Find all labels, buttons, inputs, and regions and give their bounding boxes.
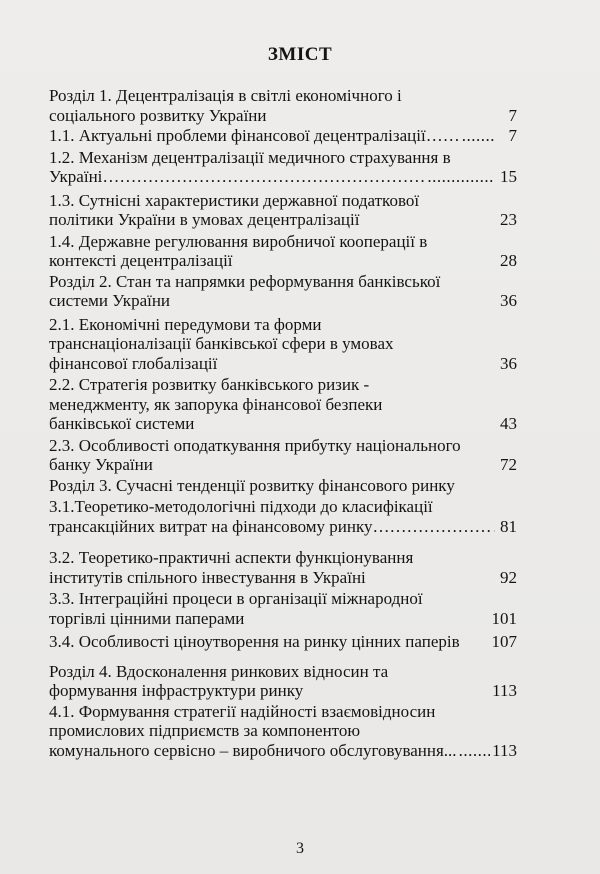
- toc-entry-line: менеджменту, як запорука фінансової безпеки: [49, 394, 383, 414]
- table-of-contents: [49, 86, 517, 761]
- toc-entry-page: 72: [500, 455, 517, 474]
- toc-entry-line: транснаціоналізації банківської сфери в умовах: [49, 334, 394, 353]
- toc-entry-page: 7: [508, 126, 517, 145]
- toc-entry-last-line: [49, 251, 517, 271]
- toc-entry-page: 7: [508, 105, 517, 125]
- toc-entry-text: фінансової глобалізації: [49, 353, 218, 373]
- toc-entry-last-line: [49, 568, 517, 588]
- toc-entry-last-line: [49, 741, 517, 761]
- toc-entry: [49, 548, 517, 587]
- toc-entry-page: 28: [500, 251, 517, 270]
- dot-leader: [462, 126, 495, 146]
- toc-entry-text: Розділ 3. Сучасні тенденції розвитку фінансового ринку: [49, 475, 455, 495]
- toc-entry-line: Розділ 1. Децентралізація в світлі економічного і: [49, 86, 402, 105]
- page-number: 3: [296, 840, 304, 857]
- toc-entry-page: 81: [500, 516, 517, 536]
- toc-entry: [49, 272, 517, 311]
- toc-entry: [49, 662, 517, 701]
- toc-entry-last-line: [49, 354, 517, 374]
- toc-entry-last-line: [49, 210, 517, 230]
- toc-entry-line: 3.1.Теоретико-методологічні підходи до класифікації: [49, 497, 433, 516]
- toc-entry-last-line: [49, 609, 517, 629]
- toc-entry-last-line: [49, 167, 517, 187]
- toc-entry-text: формування інфраструктури ринку: [49, 681, 304, 700]
- toc-entry-line: 3.2. Теоретико-практичні аспекти функціонування: [49, 548, 414, 567]
- toc-entry-text: політики України в умовах децентралізації: [49, 210, 360, 229]
- toc-entry-line: 4.1. Формування стратегії надійності взаємовідносин: [49, 701, 436, 721]
- toc-entry-line: 3.3. Інтеграційні процеси в організації міжнародної: [49, 589, 423, 608]
- toc-entry-line: 2.1. Економічні передумови та форми: [49, 314, 322, 334]
- toc-entry-line: 1.3. Сутнісні характеристики державної податкової: [49, 190, 420, 210]
- toc-entry: [49, 476, 517, 496]
- toc-entry: [49, 436, 517, 475]
- toc-entry-line: 2.3. Особливості оподаткування прибутку національного: [49, 435, 461, 455]
- toc-entry-last-line: [49, 517, 517, 537]
- toc-entry-last-line: [49, 681, 517, 701]
- toc-entry-page: 107: [491, 632, 517, 651]
- toc-entry-page: 15: [500, 167, 517, 186]
- toc-entry-text: 1.1. Актуальні проблеми фінансової децентралізації……: [49, 126, 460, 145]
- toc-entry: [49, 86, 517, 125]
- toc-entry-line: Розділ 4. Вдосконалення ринкових відносин та: [49, 661, 389, 681]
- toc-entry-line: промислових підприємств за компонентою: [49, 721, 361, 740]
- toc-entry-last-line: [49, 106, 517, 126]
- toc-entry-last-line: [49, 126, 517, 146]
- toc-entry-line: 2.2. Стратегія розвитку банківського ризик -: [49, 375, 370, 394]
- toc-entry-text: інститутів спільного інвестування в Україні: [49, 567, 366, 587]
- toc-entry-text: Україні…………………………………………………: [49, 167, 426, 186]
- toc-entry-page: 36: [500, 291, 517, 310]
- toc-entry-line: 1.2. Механізм децентралізації медичного страхування в: [49, 147, 451, 167]
- toc-entry-last-line: [49, 476, 517, 496]
- toc-entry-text: банківської системи: [49, 414, 195, 433]
- toc-entry: [49, 375, 517, 434]
- toc-entry-page: 113: [492, 681, 517, 700]
- toc-entry-page: 92: [500, 567, 517, 587]
- toc-entry-last-line: [49, 291, 517, 311]
- toc-entry: [49, 497, 517, 536]
- toc-entry-page: 113: [492, 740, 517, 760]
- toc-entry: [49, 191, 517, 230]
- toc-entry-text: системи України: [49, 291, 171, 310]
- toc-entry-text: банку України: [49, 455, 153, 474]
- dot-leader: [493, 517, 495, 537]
- toc-title: ЗМІСТ: [267, 44, 333, 65]
- toc-entry: [49, 632, 517, 652]
- dot-leader: [459, 741, 491, 761]
- toc-entry-text: контексті децентралізації: [49, 251, 233, 270]
- toc-entry-text: торгівлі цінними паперами: [49, 608, 245, 628]
- toc-entry-last-line: [49, 455, 517, 475]
- toc-entry-last-line: [49, 414, 517, 434]
- toc-entry-text: 3.4. Особливості ціноутворення на ринку цінних паперів: [49, 632, 460, 651]
- toc-entry: [49, 315, 517, 374]
- toc-entry: [49, 126, 517, 146]
- dot-leader: [427, 167, 495, 187]
- toc-entry-page: 101: [491, 608, 517, 628]
- toc-entry-last-line: [49, 632, 517, 652]
- toc-entry: [49, 232, 517, 271]
- toc-entry-text: комунального сервісно – виробничого обслуговування...: [49, 740, 457, 760]
- toc-entry-text: трансакційних витрат на фінансовому ринку…………………: [49, 516, 492, 536]
- toc-entry-page: 43: [500, 414, 517, 433]
- toc-entry-page: 23: [500, 210, 517, 229]
- toc-entry-line: Розділ 2. Стан та напрямки реформування банківської: [49, 271, 441, 291]
- toc-entry-line: 1.4. Державне регулювання виробничої кооперації в: [49, 231, 428, 251]
- toc-entry-page: 36: [500, 353, 517, 373]
- toc-entry: [49, 148, 517, 187]
- toc-entry: [49, 702, 517, 761]
- toc-entry-text: соціального розвитку України: [49, 105, 267, 125]
- toc-entry: [49, 589, 517, 628]
